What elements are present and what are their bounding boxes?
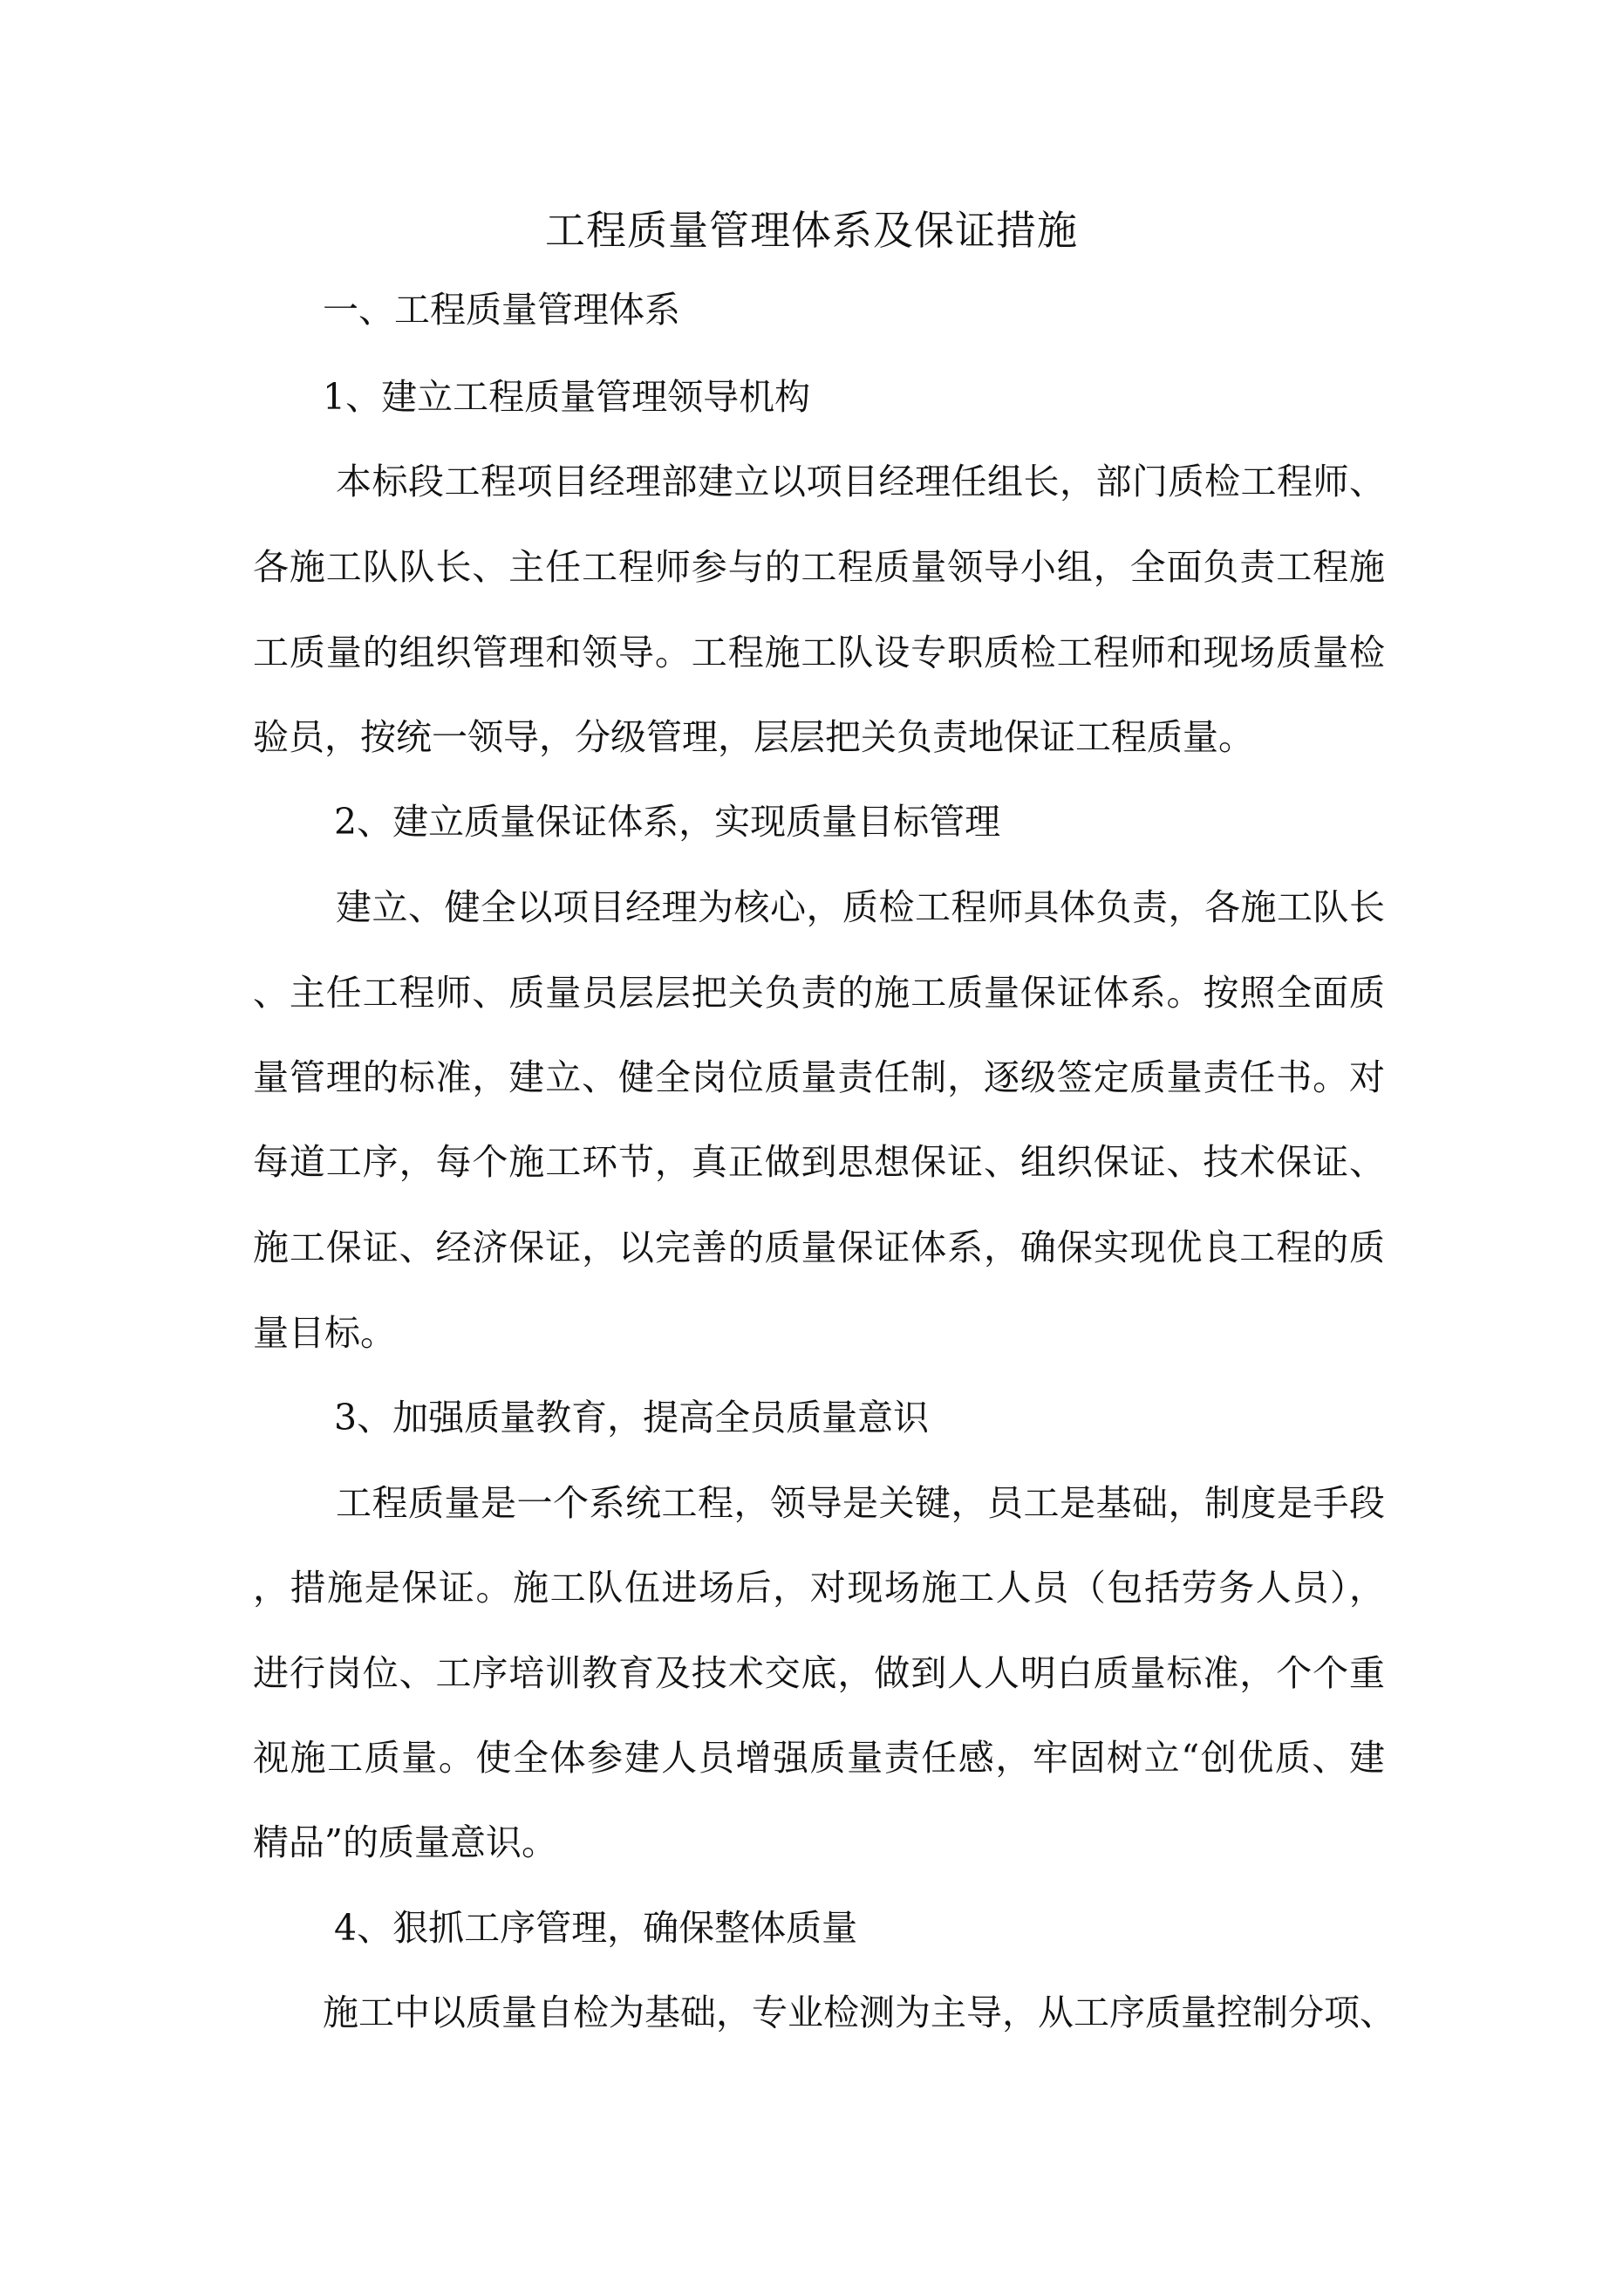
paragraph-line: 建立、健全以项目经理为核心，质检工程师具体负责，各施工队长 xyxy=(336,886,1385,928)
paragraph-line: 验员，按统一领导，分级管理，层层把关负责地保证工程质量。 xyxy=(253,716,1254,758)
paragraph-line: 工质量的组织管理和领导。工程施工队设专职质检工程师和现场质量检 xyxy=(253,632,1385,673)
document-title: 工程质量管理体系及保证措施 xyxy=(545,207,1078,254)
paragraph-line: 施工保证、经济保证，以完善的质量保证体系，确保实现优良工程的质 xyxy=(253,1227,1385,1268)
paragraph-line: 施工中以质量自检为基础，专业检测为主导，从工序质量控制分项、 xyxy=(323,1992,1395,2033)
subsection-heading-1: 1、建立工程质量管理领导机构 xyxy=(323,376,811,418)
paragraph-line: 进行岗位、工序培训教育及技术交底，做到人人明白质量标准，个个重 xyxy=(253,1652,1385,1694)
paragraph-line: 量目标。 xyxy=(253,1312,396,1354)
subsection-heading-3: 3、加强质量教育，提高全员质量意识 xyxy=(334,1397,930,1438)
section-heading-1: 一、工程质量管理体系 xyxy=(323,289,680,331)
paragraph-line: 视施工质量。使全体参建人员增强质量责任感，牢固树立“创优质、建 xyxy=(253,1737,1385,1779)
paragraph-line: 各施工队队长、主任工程师参与的工程质量领导小组，全面负责工程施 xyxy=(253,546,1385,588)
paragraph-line: 、主任工程师、质量员层层把关负责的施工质量保证体系。按照全面质 xyxy=(253,972,1385,1014)
paragraph-line: ，措施是保证。施工队伍进场后，对现场施工人员（包括劳务人员）， xyxy=(253,1567,1385,1609)
paragraph-line: 精品”的质量意识。 xyxy=(253,1821,557,1863)
paragraph-line: 每道工序，每个施工环节，真正做到思想保证、组织保证、技术保证、 xyxy=(253,1141,1385,1183)
subsection-heading-4: 4、狠抓工序管理，确保整体质量 xyxy=(334,1907,858,1949)
paragraph-line: 本标段工程项目经理部建立以项目经理任组长，部门质检工程师、 xyxy=(336,461,1385,502)
paragraph-line: 工程质量是一个系统工程，领导是关键，员工是基础，制度是手段 xyxy=(336,1482,1385,1524)
paragraph-line: 量管理的标准，建立、健全岗位质量责任制，逐级签定质量责任书。对 xyxy=(253,1056,1385,1098)
subsection-heading-2: 2、建立质量保证体系，实现质量目标管理 xyxy=(334,801,1001,843)
